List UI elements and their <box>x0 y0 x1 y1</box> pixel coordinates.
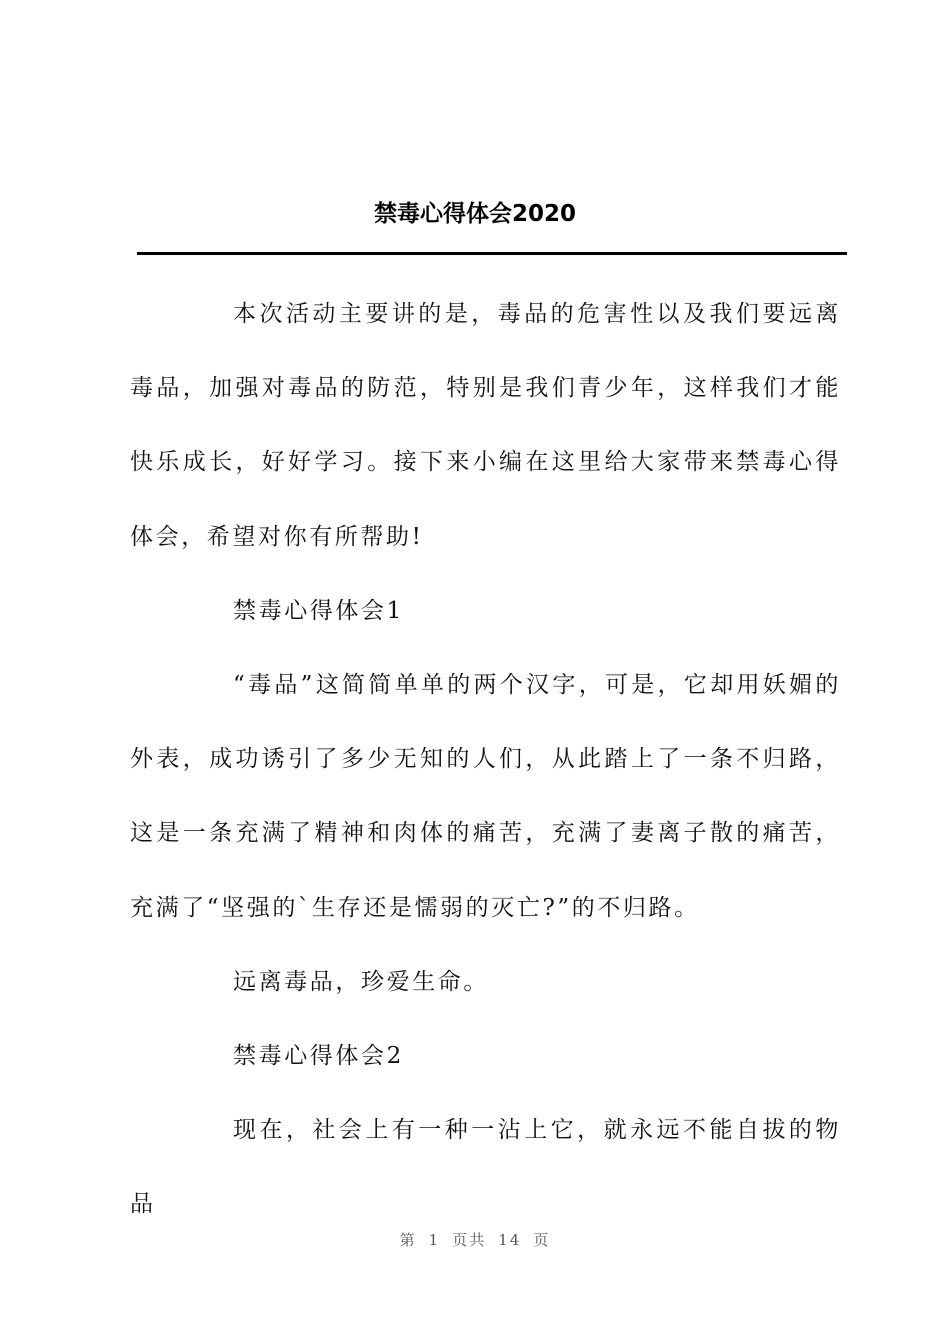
slogan-paragraph: 远离毒品，珍爱生命。 <box>233 968 489 995</box>
section-heading-1: 禁毒心得体会1 <box>233 597 404 624</box>
document-body <box>130 277 841 1242</box>
footer-middle: 页共 <box>452 1231 487 1249</box>
document-title: 禁毒心得体会2020 <box>373 201 576 227</box>
body-paragraph: “毒品”这简简单单的两个汉字，可是，它却用妖媚的外表，成功诱引了多少无知的人们，从此踏上了一条不归路，这是一条充满了精神和肉体的痛苦，充满了妻离子散的痛苦，充满了“坚强的`生存还是懦弱的灭亡?”的不归路。 <box>130 672 841 921</box>
intro-paragraph: 本次活动主要讲的是，毒品的危害性以及我们要远离毒品，加强对毒品的防范，特别是我们青少年，这样我们才能快乐成长，好好学习。接下来小编在这里给大家带来禁毒心得体会，希望对你有所帮助! <box>130 301 841 550</box>
footer-suffix: 页 <box>533 1231 551 1249</box>
section-heading-2: 禁毒心得体会2 <box>233 1043 404 1070</box>
footer-prefix: 第 <box>399 1231 417 1249</box>
title-divider <box>137 252 847 255</box>
footer-total-pages: 14 <box>498 1231 522 1249</box>
body-paragraph: 现在，社会上有一种一沾上它，就永远不能自拔的物品 <box>130 1117 841 1218</box>
page-footer <box>0 1228 950 1252</box>
footer-page-number: 1 <box>428 1231 441 1249</box>
